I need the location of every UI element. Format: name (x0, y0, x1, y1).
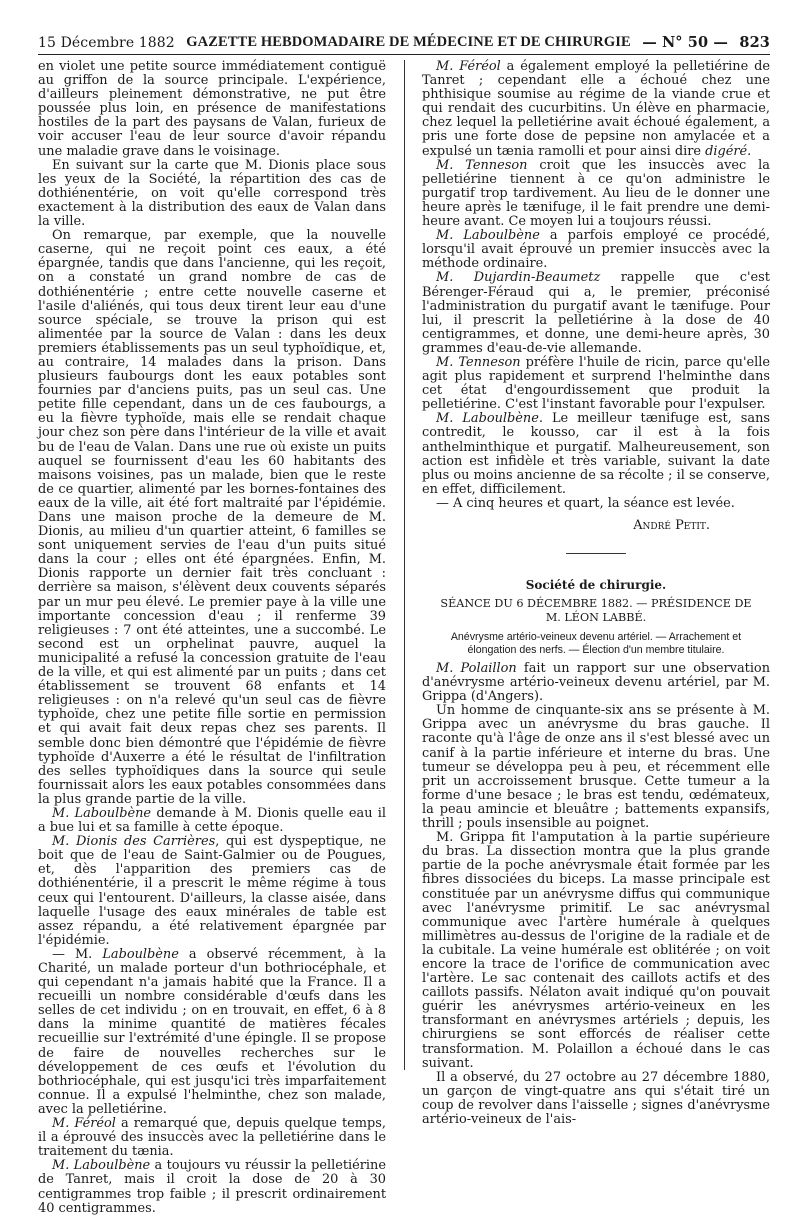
speaker-name: M. Dujardin-Beaumetz (436, 270, 601, 286)
running-header (38, 32, 770, 55)
header-date: 15 Décembre 1882 (38, 35, 175, 51)
paragraph: M. Féréol a remarqué que, depuis quelque temps, il a éprouvé des insuccès avec la pelletiérine dans le traitement du tænia. (38, 1116, 386, 1160)
paragraph: M. Féréol a également employé la pelletiérine de Tanret ; cependant elle a échoué chez une phthisique soumise au régime de la viande crue et qui rendait des cucurbitins. Un élève en pharmacie, chez lequel la pelletiérine avait échoué également, a pris une forte dose de pepsine non amylacée et a expulsé un tænia ramolli et pour ainsi dire digéré. (422, 59, 770, 159)
speaker-name: M. Laboulbène (436, 228, 540, 244)
paragraph: M. Polaillon fait un rapport sur une observation d'anévrysme artério-veineux devenu artériel, par M. Grippa (d'Angers). (422, 661, 770, 705)
paragraph: M. Tenneson préfère l'huile de ricin, parce qu'elle agit plus rapidement et surprend l'helminthe dans cet état d'engourdissement que produit la pelletiérine. C'est l'instant favorable pour l'expulser. (422, 354, 771, 413)
paragraph: — M. Laboulbène a observé récemment, à la Charité, un malade porteur d'un bothriocéphale, et qui cependant n'a jamais habité que la France. Il a recueilli un nombre considérable d'œufs dans les selles de cet individu ; on en trouvait, en effet, 6 à 8 dans la minime quantité de matières fécales recueillie sur l'extrémité d'une épingle. Il se propose de faire de nouvelles recherches sur le développement de ces œufs et l'évolution du bothriocéphale, qui est jusqu'ici très imparfaitement connue. Il a expulsé l'helminthe, chez son malade, avec la pelletiérine. (38, 946, 387, 1117)
speaker-name: M. Tenneson (436, 157, 528, 173)
paragraph: M. Laboulbène a toujours vu réussir la pelletiérine de Tanret, mais il croit la dose de 20 à 30 centigrammes trop faible ; il prescrit ordinairement 40 centigrammes. (38, 1158, 386, 1216)
paragraph: M. Laboulbène. Le meilleur tænifuge est, sans contredit, le kousso, car il est à la fois anthelminthique et purgatif. Malheureusement, son action est infidèle et très variable, suivant la date plus ou moins ancienne de sa récolte ; il se conserve, en effet, difficilement. (422, 411, 770, 497)
header-page-number: 823 (739, 34, 770, 51)
paragraph: On remarque, par exemple, que la nouvelle caserne, qui ne reçoit point ces eaux, a été épargnée, tandis que dans l'ancienne, qui les reçoit, on a constaté un grand nombre de cas de dothiénentérie ; entre cette nouvelle caserne et l'asile d'aliénés, qui tous deux tirent leur eau d'une source spéciale, se trouve la prison qui est alimentée par la source de Valan : dans les deux premiers établissements pas un seul typhoïdique, et, au contraire, 14 malades dans la prison. Dans plusieurs faubourgs dont les eaux potables sont fournies par d'anciens puits, pas un seul cas. Une petite fille cependant, dans un de ces faubourgs, a eu la fièvre typhoïde, mais elle se rendait chaque jour chez son père dans l'intérieur de la ville et avait bu de l'eau de Valan. Dans une rue où existe un puits auquel se fournissent d'eau les 60 habitants des maisons voisines, pas un malade, bien que le reste de ce quartier, alimenté par les bornes-fontaines des eaux de la ville, ait été fort maltraité par l'épidémie. Dans une maison proche de la demeure de M. Dionis, au milieu d'un quartier atteint, 6 familles se sont uniquement servies de l'eau d'un puits situé dans la cour ; elles ont été épargnées. Enfin, M. Dionis rapporte un dernier fait très concluant : derrière sa maison, s'élèvent deux couvents séparés par un mur peu élevé. Le premier paye à la ville une importante concession d'eau ; il renferme 39 religieuses : 7 ont été atteintes, une a succombé. Le second est un orphelinat pauvre, auquel la municipalité a refusé la concession gratuite de l'eau de la ville, et qui est alimenté par un puits ; dans cet établissement se trouvent 68 enfants et 14 religieuses : on n'a relevé qu'un seul cas de fièvre typhoïde, chez une petite fille sortie en permission et qui avait fait deux repas chez ses parents. Il semble donc bien démontré que l'épidémie de fièvre typhoïde d'Auxerre a été le résultat de l'infiltration des selles typhoïdiques dans la source qui seule fournissait alors les eaux potables consommées dans la plus grande partie de la ville. (38, 228, 386, 807)
left-column (38, 60, 386, 1216)
speaker-name: M. Féréol (52, 1116, 116, 1132)
session-heading: SÉANCE DU 6 DÉCEMBRE 1882. — PRÉSIDENCE DE (440, 597, 752, 611)
paragraph: M. Dionis des Carrières, qui est dyspeptique, ne boit que de l'eau de Saint-Galmier ou de Pougues, et, dès l'apparition des premiers cas de dothiénentérie, il a prescrit le même régime à tous ceux qui l'entourent. D'ailleurs, la classe aisée, dans laquelle l'usage des eaux minérales de table est assez répandu, a été relativement épargnée par l'épidémie. (38, 834, 387, 948)
right-column (422, 60, 770, 1127)
paragraph: Un homme de cinquante-six ans se présente à M. Grippa avec un anévrysme du bras gauche. Il raconte qu'à l'âge de onze ans il s'est blessé avec un canif à la partie inférieure et interne du bras. Une tumeur se développa peu à peu, et récemment elle prit un accroissement brusque. Cette tumeur a la forme d'une besace ; le bras est tendu, œdémateux, la peau amincie et bleuâtre ; battements expansifs, thrill ; pouls insensible au poignet. (422, 703, 770, 832)
column-divider (404, 60, 405, 1070)
speaker-name: M. Laboulbène (436, 411, 539, 427)
author-signature: André Petit. (633, 518, 710, 533)
closing-line: — A cinq heures et quart, la séance est levée. (436, 495, 735, 511)
paragraph: M. Tenneson croit que les insuccès avec la pelletiérine tiennent à ce qu'on administre le purgatif trop tardivement. Au lieu de le donner une heure après le tænifuge, il le fait prendre une demi-heure avant. Ce moyen lui a toujours réussi. (422, 157, 770, 230)
paragraph: M. Dujardin-Beaumetz rappelle que c'est Bérenger-Féraud qui a, le premier, préconisé l'administration du purgatif avant le tænifuge. Pour lui, il prescrit la pelletiérine à la dose de 40 centigrammes, et donne, une demi-heure après, 30 grammes d'eau-de-vie allemande. (422, 270, 770, 356)
paragraph: M. Laboulbène a parfois employé ce procédé, lorsqu'il avait éprouvé un premier insuccès avec la méthode ordinaire. (422, 228, 770, 272)
speaker-name: M. Laboulbène (52, 805, 152, 821)
session-summary: Anévrysme artério-veineux devenu artériel. — Arrachement et élongation des nerfs. — Élection d'un membre titulaire. (450, 631, 742, 656)
speaker-name: M. Polaillon (436, 661, 517, 676)
session-president: M. LÉON LABBÉ. (545, 611, 647, 625)
paragraph: M. Laboulbène demande à M. Dionis quelle eau il a bue lui et sa famille à cette époque. (38, 805, 386, 836)
speaker-name: M. Dionis des Carrières (52, 834, 216, 850)
speaker-name: M. Féréol (436, 59, 501, 74)
header-issue: — N° 50 — (642, 34, 728, 51)
speaker-name: M. Laboulbène (52, 1158, 151, 1174)
paragraph: Il a observé, du 27 octobre au 27 décembre 1880, un garçon de vingt-quatre ans qui s'était tiré un coup de revolver dans l'aisselle ; signes d'anévrysme artério-veineux de l'ais- (422, 1069, 770, 1127)
section-divider (566, 553, 626, 554)
section-title: Société de chirurgie. (525, 578, 667, 593)
paragraph: M. Grippa fit l'amputation à la partie supérieure du bras. La dissection montra que la plus grande partie de la poche anévrysmale était formée par les fibres dissociées du biceps. La masse principale est constituée par un anévrysme diffus qui communique avec l'anévrysme primitif. Le sac anévrysmal communique avec l'artère humérale à quelques millimètres au-dessus de l'origine de la radiale et de la cubitale. La veine humérale est oblitérée ; on voit encore la trace de l'orifice de communication avec l'artère. Le sac contenait des caillots actifs et des caillots passifs. Nélaton avait indiqué qu'on pouvait guérir les anévrysmes artério-veineux en les transformant en anévrysmes artériels ; depuis, les chirurgiens se sont efforcés de réaliser cette transformation. M. Polaillon a échoué dans le cas suivant. (422, 830, 770, 1071)
paragraph: En suivant sur la carte que M. Dionis place sous les yeux de la Société, la répartition des cas de dothiénentérie, on voit qu'elle correspond très exactement à la distribution des eaux de Valan dans la ville. (38, 157, 386, 230)
header-title: GAZETTE HEBDOMADAIRE DE MÉDECINE ET DE CHIRURGIE (186, 34, 631, 50)
speaker-name: M. Tenneson (436, 354, 521, 370)
paragraph: en violet une petite source immédiatement contiguë au griffon de la source principale. L'expérience, d'ailleurs pleinement démonstrative, ne put être poussée plus loin, en présence de manifestations hostiles de la part des paysans de Valan, furieux de voir accuser l'eau de leur source d'avoir répandu une maladie grave dans le voisinage. (38, 59, 386, 159)
speaker-name: Laboulbène (102, 946, 179, 962)
